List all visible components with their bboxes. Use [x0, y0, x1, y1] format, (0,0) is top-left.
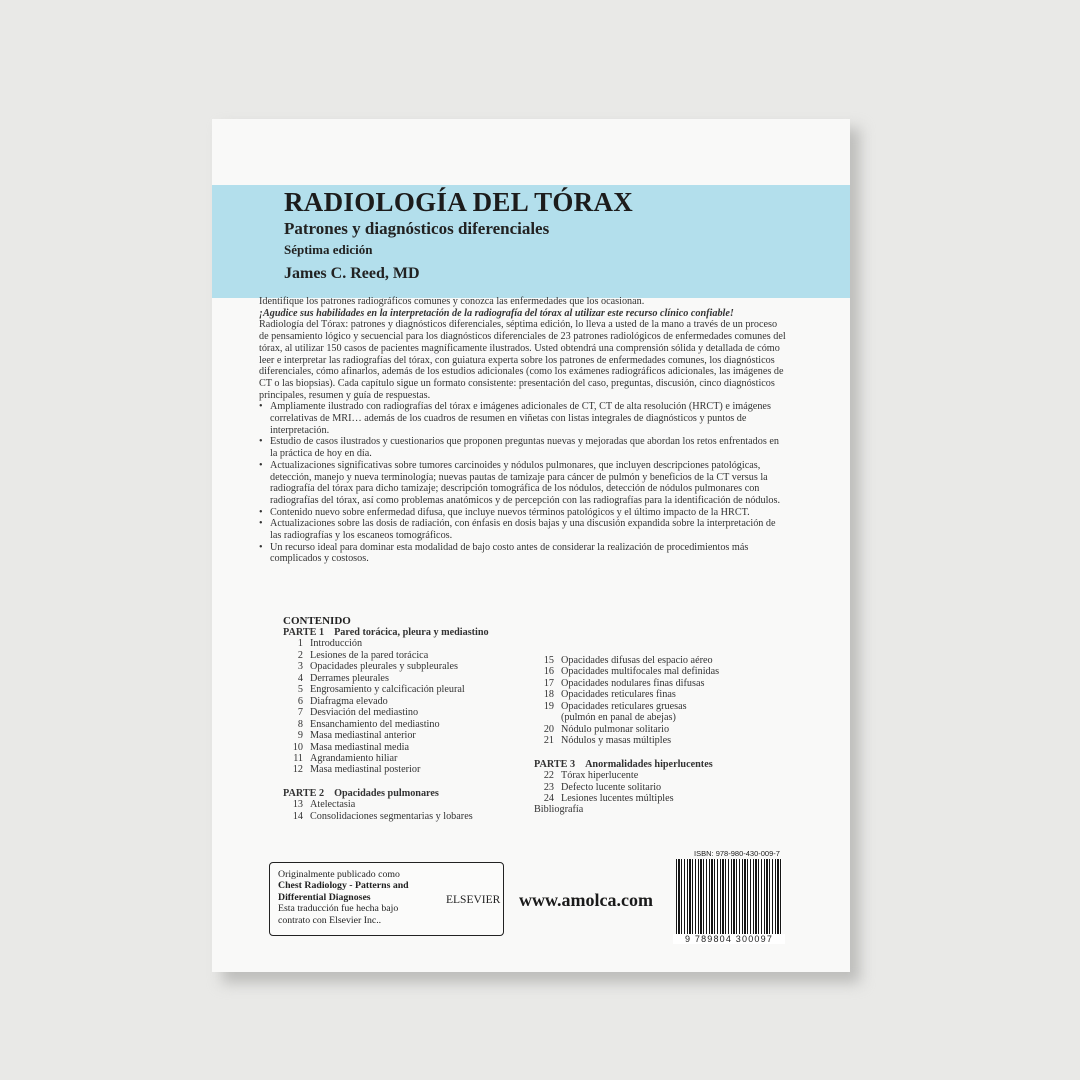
- chapter-entry: [283, 661, 533, 672]
- intro-text: Identifique los patrones radiográficos comunes y conozca las enfermedades que los ocasionan.: [259, 296, 645, 307]
- chapter-entry: [534, 782, 764, 793]
- barcode-number: 9 789804 300097: [673, 934, 785, 944]
- chapter-entry: [534, 701, 764, 712]
- part-title: Opacidades pulmonares: [334, 787, 439, 799]
- chapter-title: Masa mediastinal media: [310, 741, 410, 753]
- chapter-number: 20: [543, 723, 554, 735]
- chapter-entry: [283, 764, 533, 775]
- chapter-entry: [534, 735, 764, 746]
- chapter-entry: [534, 689, 764, 700]
- chapter-title: Opacidades difusas del espacio aéreo: [561, 655, 713, 666]
- bibliography-entry: Bibliografía: [534, 804, 584, 816]
- chapter-title: Diafragma elevado: [310, 695, 388, 707]
- chapter-number: 1: [297, 638, 303, 650]
- chapter-entry: [283, 730, 533, 741]
- chapter-entry: [283, 719, 533, 730]
- feature-item: • Actualizaciones sobre las dosis de radiación, con énfasis en dosis bajas y una discusión expandida sobre la interpretación de las radiografías y los escaneos tomográficos.: [259, 518, 787, 541]
- part-title: Pared torácica, pleura y mediastino: [334, 627, 489, 638]
- feature-list: [259, 401, 787, 565]
- chapter-number: 18: [543, 689, 554, 701]
- credit-line: contrato con Elsevier Inc..: [278, 914, 382, 926]
- chapter-entry: [283, 707, 533, 718]
- chapter-entry: [283, 638, 533, 649]
- chapter-number: 12: [292, 764, 303, 776]
- part-title: Anormalidades hiperlucentes: [585, 758, 713, 770]
- chapter-entry: [283, 696, 533, 707]
- part-heading: [283, 788, 533, 799]
- barcode: [676, 859, 782, 934]
- edition-label: Séptima edición: [284, 242, 373, 257]
- chapter-entry: [534, 655, 764, 666]
- chapter-title: Nódulo pulmonar solitario: [561, 723, 670, 735]
- chapter-title: (pulmón en panal de abejas): [561, 712, 676, 724]
- feature-item: • Ampliamente ilustrado con radiografías del tórax e imágenes adicionales de CT, CT de alta resolución (HRCT) e imágenes correlativas de MRI… además de los cuadros de resumen en viñetas con listas integrales de diagnósticos y puntos de interpretación.: [259, 401, 787, 436]
- part-label: PARTE 1: [283, 627, 325, 638]
- book-title: RADIOLOGÍA DEL TÓRAX: [284, 187, 634, 217]
- chapter-title: Derrames pleurales: [310, 672, 389, 684]
- chapter-title: Lesiones de la pared torácica: [310, 649, 429, 661]
- credit-line: Originalmente publicado como: [278, 869, 400, 880]
- chapter-title: Opacidades multifocales mal definidas: [561, 666, 720, 678]
- chapter-title: Engrosamiento y calcificación pleural: [310, 684, 465, 696]
- chapter-title: Masa mediastinal posterior: [310, 764, 421, 776]
- chapter-number: 9: [297, 730, 303, 742]
- chapter-number: 15: [543, 655, 554, 666]
- part-label: PARTE 2: [283, 787, 325, 799]
- feature-item: • Contenido nuevo sobre enfermedad difusa, que incluye nuevos términos patológicos y el último impacto de la HRCT.: [259, 507, 787, 519]
- publisher-logo: ELSEVIER: [446, 894, 501, 906]
- feature-item: • Estudio de casos ilustrados y cuestionarios que proponen preguntas nuevas y mejoradas que abordan los retos enfrentados en la práctica de hoy en día.: [259, 436, 787, 459]
- chapter-title: Opacidades pleurales y subpleurales: [310, 661, 458, 673]
- chapter-entry: [283, 799, 533, 810]
- book-back-cover: [212, 119, 850, 972]
- chapter-title: Ensanchamiento del mediastino: [310, 718, 440, 730]
- contents-column-left: [283, 627, 533, 822]
- chapter-number: 4: [297, 672, 303, 684]
- chapter-entry: [534, 793, 764, 804]
- credit-line: Esta traducción fue hecha bajo: [278, 903, 399, 915]
- original-title-line: Differential Diagnoses: [278, 891, 371, 903]
- chapter-title: Consolidaciones segmentarias y lobares: [310, 810, 473, 822]
- description-block: [259, 296, 787, 565]
- chapter-entry: [283, 673, 533, 684]
- part-label: PARTE 3: [534, 758, 576, 770]
- chapter-title: Lesiones lucentes múltiples: [561, 792, 674, 804]
- chapter-title: Opacidades reticulares finas: [561, 689, 676, 701]
- chapter-entry: [283, 650, 533, 661]
- chapter-number: 13: [292, 799, 303, 811]
- book-subtitle: Patrones y diagnósticos diferenciales: [284, 219, 550, 238]
- tagline-text: ¡Agudice sus habilidades en la interpretación de la radiografía del tórax al utilizar este recurso clínico confiable!: [259, 307, 734, 319]
- chapter-title: Tórax hiperlucente: [561, 770, 639, 782]
- chapter-entry: [534, 678, 764, 689]
- chapter-title: Opacidades reticulares gruesas: [561, 700, 687, 712]
- chapter-title: Defecto lucente solitario: [561, 781, 662, 793]
- chapter-number: 23: [543, 781, 554, 793]
- chapter-entry: [283, 811, 533, 822]
- chapter-number: 16: [543, 666, 554, 678]
- chapter-number: 3: [297, 661, 303, 673]
- chapter-number: 14: [292, 810, 303, 822]
- chapter-entry: [534, 770, 764, 781]
- feature-item: • Actualizaciones significativas sobre tumores carcinoides y nódulos pulmonares, que incluyen descripciones patológicas, detección, manejo y nueva terminología; nuevas pautas de tamizaje para cáncer de pulmón y beneficios de la CT versus la radiografía del tórax para dicho tamizaje; descripción tomográfica de los nódulos, detección de nódulos pulmonares con radiografías del tórax, así como problemas anatómicos y de percepción con las radiografías para la identificación de nódulos.: [259, 460, 787, 507]
- chapter-entry: [534, 724, 764, 735]
- chapter-number: 5: [297, 684, 303, 696]
- feature-item: • Un recurso ideal para dominar esta modalidad de bajo costo antes de considerar la realización de procedimientos más complicados y costosos.: [259, 542, 787, 565]
- chapter-number: 2: [297, 649, 303, 661]
- part-heading: [283, 627, 533, 638]
- author-name: James C. Reed, MD: [284, 265, 420, 282]
- original-edition-box: [269, 862, 504, 936]
- chapter-number: 11: [293, 752, 303, 764]
- chapter-number: 17: [543, 677, 554, 689]
- chapter-title: Masa mediastinal anterior: [310, 730, 416, 742]
- description-paragraph: Radiología del Tórax: patrones y diagnósticos diferenciales, séptima edición, lo lleva a usted de la mano a través de un proceso de pensamiento lógico y secuencial para los diagnósticos diferenciales de 23 patrones radiológicos de enfermedades comunes del tórax, al utilizar 150 casos de pacientes magníficamente ilustrados. Usted obtendrá una comprensión sólida y detallada de cómo leer e interpretar las radiografías del tórax, con guiatura experta sobre los patrones de enfermedades comunes, los diagnósticos diferenciales, cómo afinarlos, además de los estudios adicionales (como los exámenes radiográficos adicionales, las imágenes de CT o las biopsias). Cada capítulo sigue un formato consistente: presentación del caso, preguntas, discusión, cinco diagnósticos principales, resumen y guía de respuestas.: [259, 319, 786, 401]
- chapter-entry: [283, 684, 533, 695]
- chapter-number: 19: [543, 700, 554, 712]
- publisher-website: www.amolca.com: [519, 890, 653, 910]
- contents-column-right: [534, 655, 764, 816]
- original-title-line: Chest Radiology - Patterns and: [278, 880, 409, 892]
- part-heading: [534, 759, 764, 770]
- chapter-number: 21: [543, 735, 554, 747]
- chapter-number: 8: [297, 718, 303, 730]
- contents-heading: CONTENIDO: [283, 615, 351, 627]
- chapter-number: 7: [297, 707, 303, 719]
- chapter-number: 24: [543, 792, 554, 804]
- chapter-entry: [283, 753, 533, 764]
- chapter-number: 10: [292, 741, 303, 753]
- chapter-entry: [283, 742, 533, 753]
- chapter-title: Desviación del mediastino: [310, 707, 419, 719]
- chapter-number: 6: [297, 695, 303, 707]
- chapter-number: 22: [543, 770, 554, 782]
- chapter-entry: [534, 666, 764, 677]
- chapter-title: Introducción: [310, 638, 363, 650]
- chapter-title: Atelectasia: [310, 799, 356, 811]
- chapter-entry: [534, 712, 764, 723]
- chapter-title: Agrandamiento hiliar: [310, 752, 398, 764]
- chapter-title: Nódulos y masas múltiples: [561, 735, 672, 747]
- isbn-label: ISBN: 978-980-430-009-7: [694, 849, 780, 858]
- original-edition-text: [278, 869, 438, 926]
- chapter-title: Opacidades nodulares finas difusas: [561, 677, 705, 689]
